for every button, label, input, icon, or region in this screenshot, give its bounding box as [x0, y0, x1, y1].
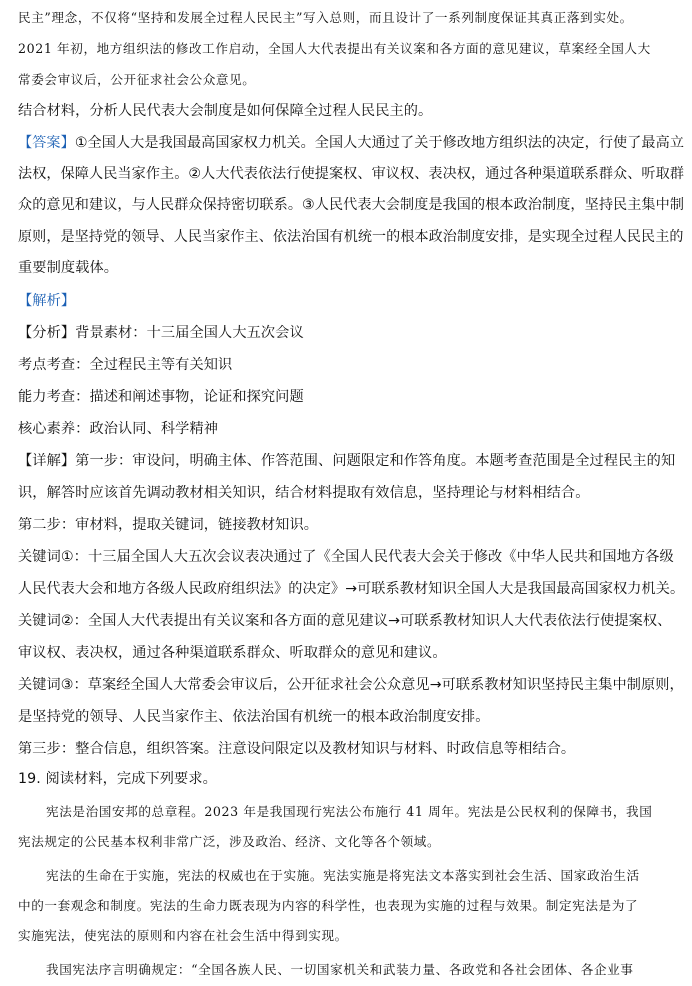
material-line-1: 民主”理念，不仅将“坚持和发展全过程人民民主”写入总则，而且设计了一系列制度保证其真正落到实处。	[18, 10, 633, 25]
answer-line-2: 法权，保障人民当家作主。②人大代表依法行使提案权、审议权、表决权，通过各种渠道联系群众、听取群	[18, 166, 685, 182]
q19-title: 19. 阅读材料，完成下列要求。	[18, 771, 217, 787]
keyword-line-1: 关键词①：十三届全国人大五次会议表决通过了《全国人民代表大会关于修改《中华人民共和国地方各级	[18, 549, 674, 565]
q19-para1-line-2: 宪法规定的公民基本权利非常广泛，涉及政治、经济、文化等各个领域。	[18, 834, 441, 849]
q19-para1-line-1: 宪法是治国安邦的总章程。2023 年是我国现行宪法公布施行 41 周年。宪法是公民权利的保障书，我国	[46, 804, 653, 819]
q19-para2-line-2: 中的一套观念和制度。宪法的生命力既表现为内容的科学性，也表现为实施的过程与效果。制定宪法是为了	[18, 898, 639, 913]
answer-line-4: 原则，是坚持党的领导、人民当家作主、依法治国有机统一的根本政治制度安排，是实现全过程人民民主的	[18, 229, 684, 245]
answer-line-1	[18, 131, 684, 155]
fenxi-line	[18, 321, 304, 345]
keyword-line-5: 关键词③：草案经全国人大常委会审议后，公开征求社会公众意见→可联系教材知识坚持民主集中制原则，	[18, 677, 684, 693]
question-text: 结合材料，分析人民代表大会制度是如何保障全过程人民民主的。	[18, 103, 433, 119]
xiangjie-line-2: 识，解答时应该首先调动教材相关知识，结合材料提取有效信息，坚持理论与材料相结合。	[18, 485, 590, 501]
kaodian-line: 考点考查：全过程民主等有关知识	[18, 357, 233, 373]
xiangjie-line-1	[18, 449, 675, 473]
nengli-line: 能力考查：描述和阐述事物，论证和探究问题	[18, 389, 304, 405]
fenxi-tag: 【分析】	[18, 325, 76, 341]
keyword-line-6: 是坚持党的领导、人民当家作主、依法治国有机统一的根本政治制度安排。	[18, 709, 490, 725]
keyword-line-3: 关键词②：全国人大代表提出有关议案和各方面的意见建议→可联系教材知识人大代表依法行使提案权、	[18, 613, 672, 629]
keyword-line-4: 审议权、表决权，通过各种渠道联系群众、听取群众的意见和建议。	[18, 645, 447, 661]
step3-line: 第三步：整合信息，组织答案。注意设问限定以及教材知识与材料、时政信息等相结合。	[18, 741, 576, 757]
step2-line: 第二步：审材料，提取关键词，链接教材知识。	[18, 517, 319, 533]
xiangjie-tag: 【详解】	[18, 453, 76, 469]
suyang-line: 核心素养：政治认同、科学精神	[18, 421, 219, 437]
answer-tag: 【答案】	[18, 135, 75, 151]
material-line-2: 2021 年初，地方组织法的修改工作启动，全国人大代表提出有关议案和各方面的意见建议，草案经全国人大	[18, 41, 651, 56]
q19-para2-line-3: 实施宪法，使宪法的原则和内容在社会生活中得到实现。	[18, 928, 348, 943]
xiangjie-text-1: 第一步：审设问，明确主体、作答范围、问题限定和作答角度。本题考查范围是全过程民主的知	[75, 453, 676, 469]
q19-para3-line-1: 我国宪法序言明确规定：“全国各族人民、一切国家机关和武装力量、各政党和各社会团体、各企业事	[46, 962, 634, 977]
fenxi-text: 背景素材：十三届全国人大五次会议	[75, 325, 304, 341]
keyword-line-2: 人民代表大会和地方各级人民政府组织法》的决定》→可联系教材知识全国人大是我国最高国家权力机关。	[18, 581, 685, 597]
answer-text-1: ①全国人大是我国最高国家权力机关。全国人大通过了关于修改地方组织法的决定，行使了最高立	[74, 135, 685, 151]
material-line-3: 常委会审议后，公开征求社会公众意见。	[18, 72, 256, 87]
answer-line-3: 众的意见和建议，与人民群众保持密切联系。③人民代表大会制度是我国的根本政治制度，坚持民主集中制	[18, 197, 685, 213]
q19-para2-line-1: 宪法的生命在于实施，宪法的权威也在于实施。宪法实施是将宪法文本落实到社会生活、国家政治生活	[46, 868, 640, 883]
answer-line-5: 重要制度载体。	[18, 260, 119, 276]
analysis-tag: 【解析】	[18, 293, 76, 309]
